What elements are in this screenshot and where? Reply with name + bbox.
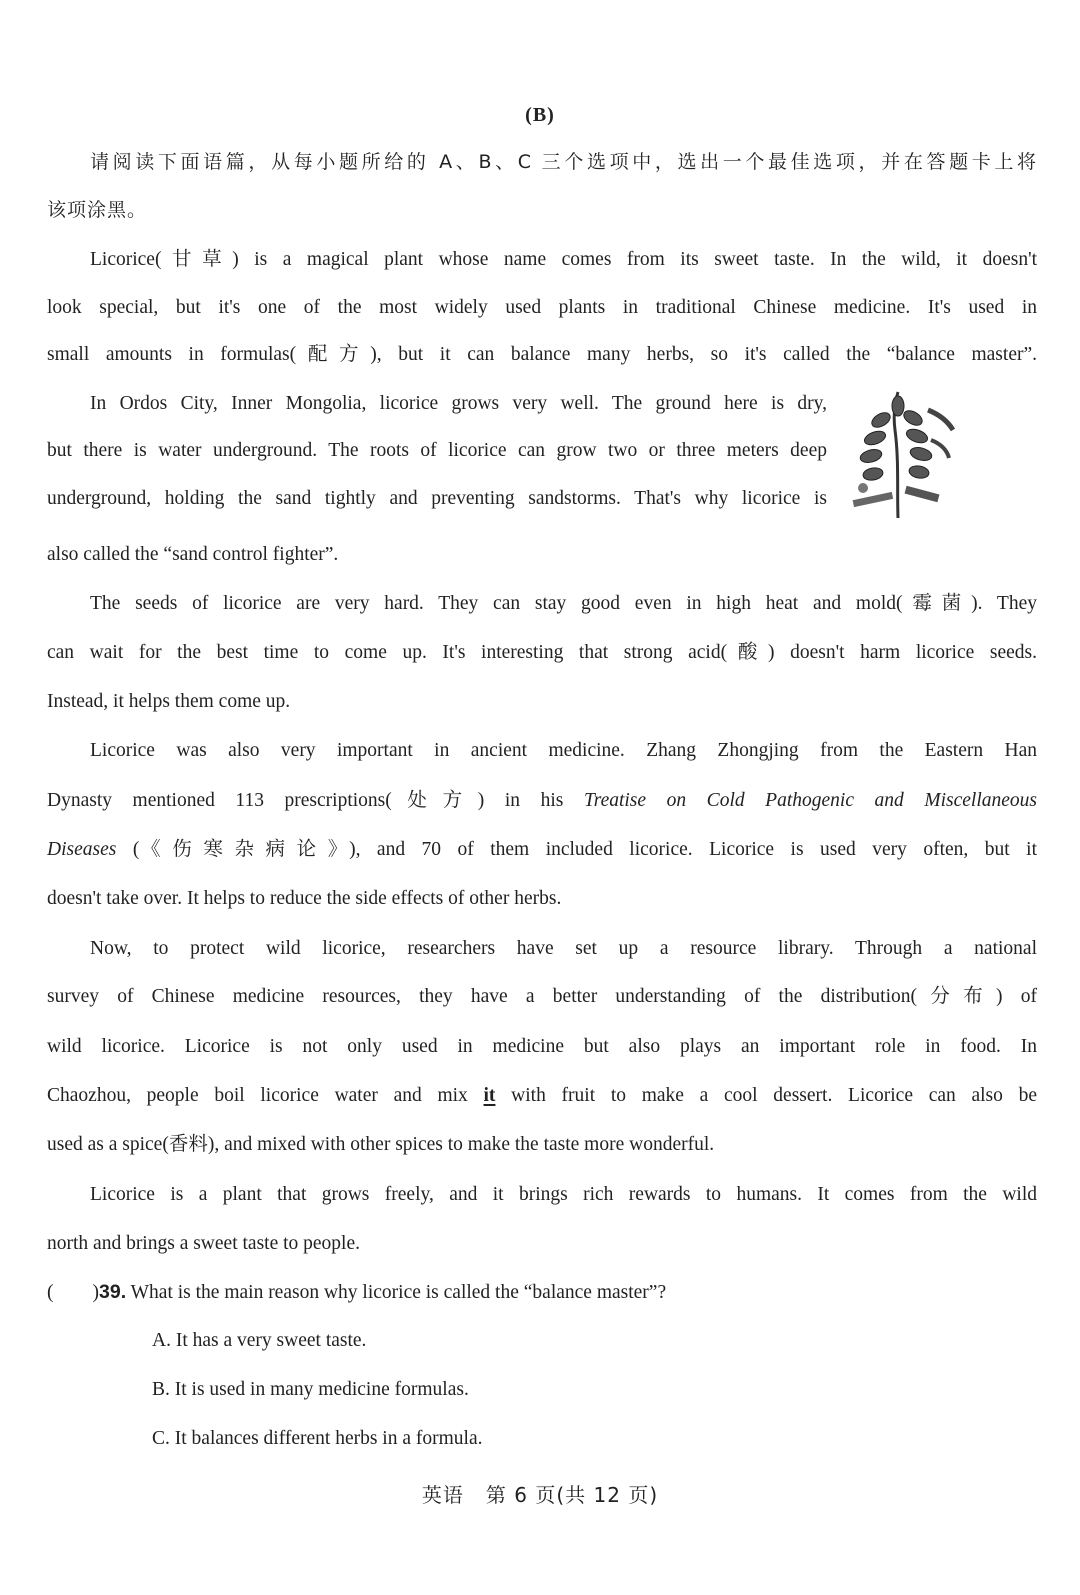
passage-line (47, 789, 1037, 813)
book-title-italic: Diseases (47, 839, 117, 860)
instruction-line-1: 请阅读下面语篇，从每小题所给的 A、B、C 三个选项中，选出一个最佳选项，并在答题卡上将 (90, 151, 1037, 173)
passage-line: doesn't take over. It helps to reduce the side effects of other herbs. (47, 888, 562, 909)
passage-line: Instead, it helps them come up. (47, 691, 291, 712)
option-a[interactable]: A. It has a very sweet taste. (152, 1330, 367, 1351)
passage-line: wild licorice. Licorice is not only used in medicine but also plays an important role in food. In (47, 1036, 1037, 1057)
answer-bracket[interactable]: ( ) (47, 1282, 99, 1303)
passage-line: also called the “sand control fighter”. (47, 544, 339, 565)
passage-line (47, 1084, 1037, 1108)
page-footer: 英语 第 6 页(共 12 页) (421, 1483, 659, 1507)
underlined-word: it (483, 1085, 496, 1106)
question-39 (47, 1281, 666, 1304)
passage-line: Now, to protect wild licorice, researchers have set up a resource library. Through a national (90, 938, 1037, 959)
passage-line: can wait for the best time to come up. It's interesting that strong acid(酸) doesn't harm licorice seeds. (47, 642, 1037, 663)
passage-line: Licorice(甘草) is a magical plant whose name comes from its sweet taste. In the wild, it doesn't (90, 249, 1037, 270)
passage-line: small amounts in formulas(配方), but it can balance many herbs, so it's called the “balance master”. (47, 344, 1037, 365)
section-title: (B) (525, 104, 555, 126)
passage-line: Licorice is a plant that grows freely, and it brings rich rewards to humans. It comes from the wild (90, 1184, 1037, 1205)
question-text: What is the main reason why licorice is called the “balance master”? (130, 1282, 667, 1303)
passage-line (47, 838, 1037, 862)
licorice-plant-illustration (843, 390, 955, 520)
question-number: 39. (99, 1281, 127, 1303)
option-c[interactable]: C. It balances different herbs in a formula. (152, 1428, 483, 1449)
passage-line: look special, but it's one of the most widely used plants in traditional Chinese medicine. It's used in (47, 297, 1037, 318)
option-b[interactable]: B. It is used in many medicine formulas. (152, 1379, 469, 1400)
passage-line: survey of Chinese medicine resources, they have a better understanding of the distribution(分布) of (47, 986, 1037, 1007)
passage-text: with fruit to make a cool dessert. Licorice can also be (511, 1085, 1038, 1106)
passage-text: Chaozhou, people boil licorice water and mix (47, 1085, 468, 1106)
instruction-line-2: 该项涂黑。 (47, 199, 148, 221)
book-title-italic: Treatise on Cold Pathogenic and Miscellaneous (583, 790, 1037, 811)
passage-line: but there is water underground. The roots of licorice can grow two or three meters deep (47, 440, 827, 461)
passage-line: north and brings a sweet taste to people. (47, 1233, 360, 1254)
passage-line: Licorice was also very important in ancient medicine. Zhang Zhongjing from the Eastern Han (90, 740, 1037, 761)
passage-line: underground, holding the sand tightly and preventing sandstorms. That's why licorice is (47, 488, 827, 509)
passage-line: used as a spice(香料), and mixed with other spices to make the taste more wonderful. (47, 1134, 715, 1155)
passage-text: (《伤寒杂病论》), and 70 of them included licorice. Licorice is used very often, but it (132, 839, 1037, 860)
passage-text: Dynasty mentioned 113 prescriptions(处方) in his (47, 790, 564, 811)
passage-line: In Ordos City, Inner Mongolia, licorice grows very well. The ground here is dry, (90, 393, 827, 414)
passage-line: The seeds of licorice are very hard. They can stay good even in high heat and mold(霉菌). They (90, 593, 1037, 614)
